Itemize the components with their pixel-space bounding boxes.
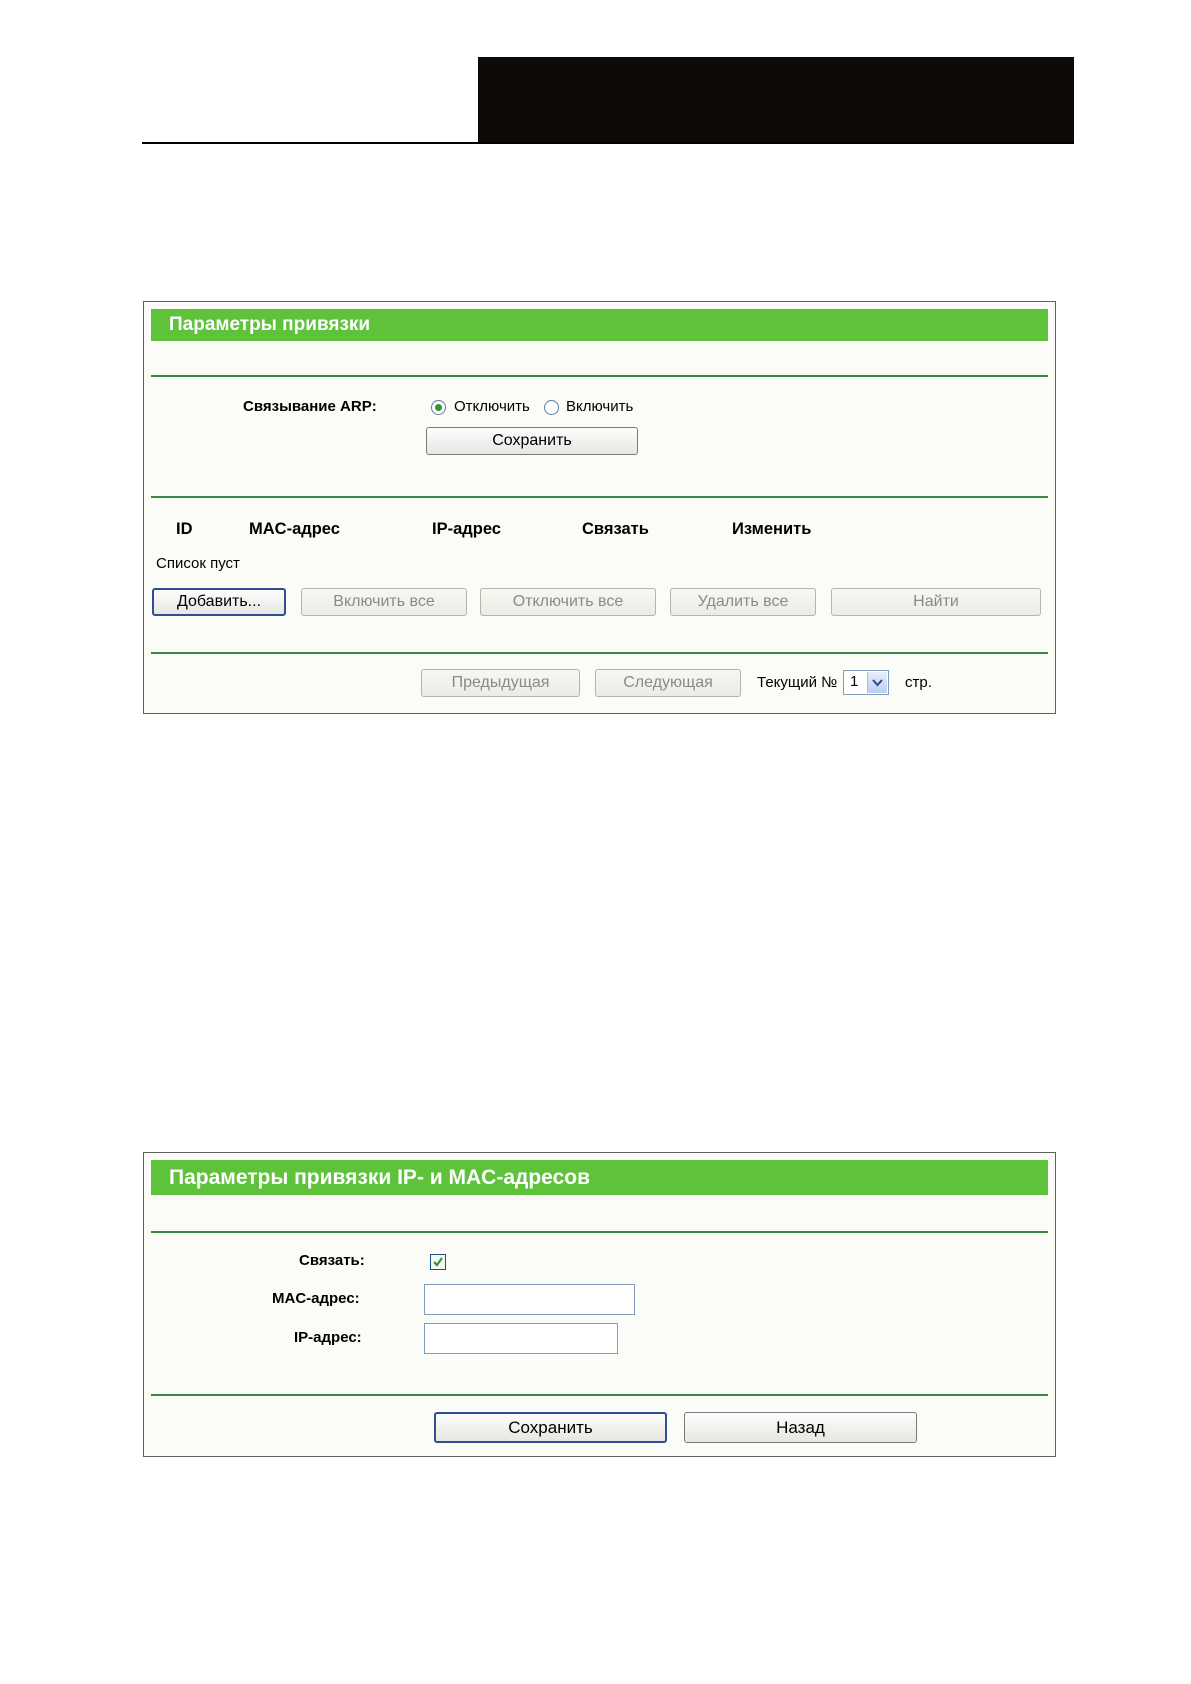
enable-all-button[interactable]: Включить все: [301, 588, 467, 616]
page-suffix-label: стр.: [905, 674, 932, 691]
arp-disable-radio[interactable]: [431, 400, 446, 415]
back-button[interactable]: Назад: [684, 1412, 917, 1443]
bind-label: Связать:: [299, 1252, 365, 1269]
arp-enable-label: Включить: [566, 398, 634, 415]
ip-address-input[interactable]: [424, 1323, 618, 1354]
delete-all-button[interactable]: Удалить все: [670, 588, 816, 616]
next-page-button[interactable]: Следующая: [595, 669, 741, 697]
column-header-bind: Связать: [582, 520, 649, 538]
page-select-value: 1: [850, 673, 859, 690]
column-header-id: ID: [176, 520, 193, 538]
column-header-ip: IP-адрес: [432, 520, 501, 538]
checkmark-icon: [431, 1255, 445, 1269]
empty-list-text: Список пуст: [156, 555, 240, 572]
separator: [151, 1394, 1048, 1396]
previous-page-button[interactable]: Предыдущая: [421, 669, 580, 697]
mac-address-input[interactable]: [424, 1284, 635, 1315]
disable-all-button[interactable]: Отключить все: [480, 588, 656, 616]
separator: [151, 1231, 1048, 1233]
separator: [151, 652, 1048, 654]
save-button[interactable]: Сохранить: [434, 1412, 667, 1443]
page-header-block: [478, 57, 1074, 144]
save-button[interactable]: Сохранить: [426, 427, 638, 455]
chevron-down-icon: [867, 672, 887, 693]
column-header-edit: Изменить: [732, 520, 812, 538]
find-button[interactable]: Найти: [831, 588, 1041, 616]
column-header-mac: MAC-адрес: [249, 520, 340, 538]
ip-mac-binding-panel: [143, 1152, 1056, 1457]
arp-enable-radio[interactable]: [544, 400, 559, 415]
arp-binding-label: Связывание ARP:: [243, 398, 377, 415]
separator: [151, 496, 1048, 498]
mac-address-label: MAC-адрес:: [272, 1290, 360, 1307]
panel-title: Параметры привязки IP- и MAC-адресов: [151, 1160, 1048, 1195]
page-header-rule: [142, 142, 1074, 144]
current-page-label: Текущий №: [757, 674, 838, 691]
binding-settings-panel: [143, 301, 1056, 714]
panel-title: Параметры привязки: [151, 309, 1048, 341]
ip-address-label: IP-адрес:: [294, 1329, 362, 1346]
page-select[interactable]: [843, 670, 889, 695]
bind-checkbox[interactable]: [430, 1254, 446, 1270]
add-button[interactable]: Добавить...: [152, 588, 286, 616]
separator: [151, 375, 1048, 377]
arp-disable-label: Отключить: [454, 398, 530, 415]
